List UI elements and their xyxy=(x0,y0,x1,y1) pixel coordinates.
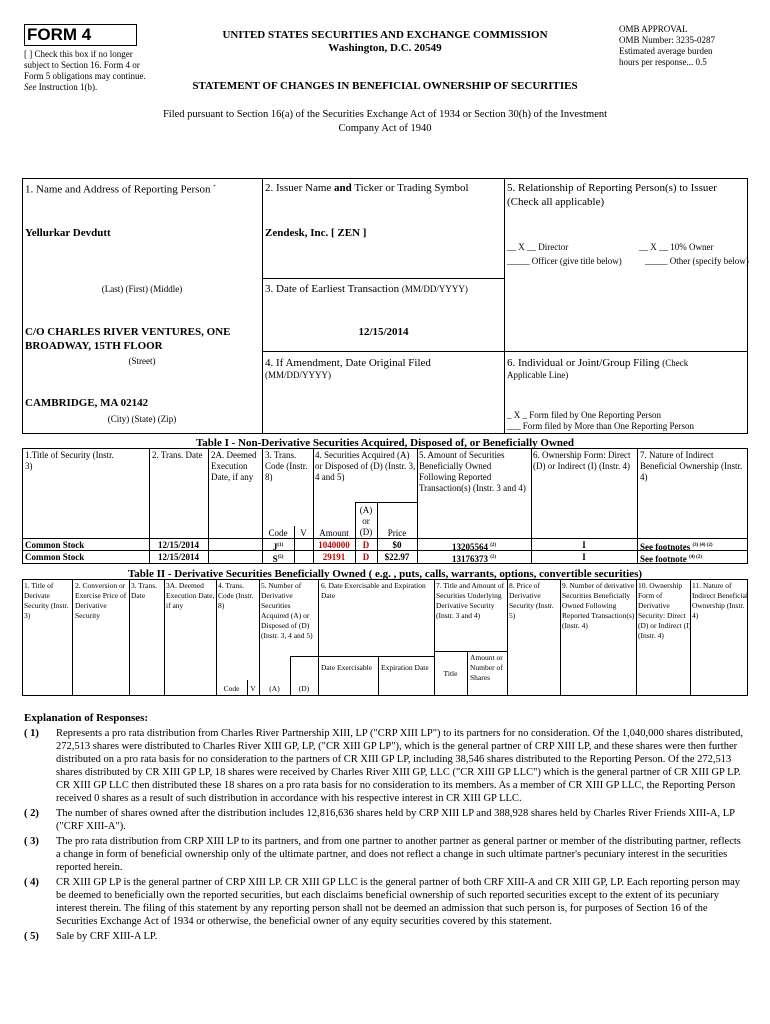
table1-title: Table I - Non-Derivative Securities Acquired, Disposed of, or Beneficially Owned xyxy=(195,437,575,449)
t1-col-amount-owned: 5. Amount of Securities Beneficially Owned Following Reported Transaction(s) (Instr. 3 and 4) xyxy=(419,450,526,493)
row-price: $22.97 xyxy=(384,552,410,562)
row-title: Common Stock xyxy=(25,540,85,550)
row-title: Common Stock xyxy=(25,552,85,562)
footnote-item: ( 2) The number of shares owned after the distribution includes 12,816,636 shares held by CRP XIII LP and 388,928 shares held by Charles River Friends XIII-A, LP ("CRF XIII-A"). xyxy=(24,808,735,832)
statement-title: STATEMENT OF CHANGES IN BENEFICIAL OWNERSHIP OF SECURITIES xyxy=(192,80,578,92)
form-title-box xyxy=(24,24,137,46)
omb-hours: hours per response... 0.5 xyxy=(619,57,707,67)
other-checkbox[interactable]: _____ Other (specify below) xyxy=(645,256,749,266)
row-code: $J^{(1)}$ xyxy=(272,542,284,552)
t2-col-trans-date: 3. Trans. Date xyxy=(131,581,158,600)
box3-label: 3. Date of Earliest Transaction (MM/DD/YYYY) xyxy=(265,283,468,295)
t2-sub-code: Code xyxy=(223,684,240,693)
agency-name: UNITED STATES SECURITIES AND EXCHANGE COMMISSION xyxy=(222,29,548,41)
t1-sub-v: V xyxy=(300,528,307,538)
ten-percent-owner-checkbox[interactable]: __ X __ 10% Owner xyxy=(639,242,714,252)
reporting-city-state-zip: CAMBRIDGE, MA 02142 xyxy=(25,397,149,409)
row-form: I xyxy=(582,552,586,562)
footnote-item: ( 1) Represents a pro rata distribution from Charles River Partnership XIII, LP ("CRP XIII LP") to its partners for no consideration. Of the 1,040,000 shares distributed, 272,513 shares were distributed to Charles River XIII GP, LP, ("CR XIII GP LP"), which is the general partner of CRP XIII LP, and these shares were then further distributed on a pro rata basis for no consideration to the partners of CR XIII GP LP, including 38,546 shares distributed to the Reporting Person. Of the 272,513 shares distributed by CR XIII GP LP, 18 shares were received by Charles River XIII GP, LLC ("CR XIII GP LLC") which is the general partner of CR XIII GP LP. CR XIII GP LLC then distributed these 18 shares on a pro rata basis for no consideration to its members. As a member of CR XIII GP LLC, the Reporting Person received 0 shares as a result of such distribution in accordance with his respective interest in CR XIII GP LLC. xyxy=(24,728,743,804)
t2-col-nature: 11. Nature of Indirect Beneficial Ownership (Instr. 4) xyxy=(692,581,749,620)
row-form: I xyxy=(582,540,586,550)
director-checkbox[interactable]: __ X __ Director xyxy=(507,242,569,252)
reporting-street: C/O CHARLES RIVER VENTURES, ONE BROADWAY, 15TH FLOOR xyxy=(25,326,231,352)
t1-col-nature: 7. Nature of Indirect Beneficial Ownership (Instr. 4) xyxy=(640,450,743,482)
t2-col-price: 8. Price of Derivative Security (Instr. 5) xyxy=(509,581,554,620)
reporting-person-name: Yellurkar Devdutt xyxy=(25,227,111,239)
t2-col-deemed: 3A. Deemed Execution Date, if any xyxy=(166,581,215,610)
box5-label: 5. Relationship of Reporting Person(s) to Issuer (Check all applicable) xyxy=(507,182,717,208)
t1-col-code: 3. Trans. Code (Instr. 8) xyxy=(265,450,308,482)
t2-col-title: 1. Title of Derivate Security (Instr. 3) xyxy=(24,581,69,620)
footnote-item: ( 5) Sale by CRF XIII-A LP. xyxy=(24,931,158,942)
agency-city: Washington, D.C. 20549 xyxy=(328,42,442,54)
row-nature: See footnotes $^{(3) (4) (2)}$ xyxy=(640,542,713,552)
explanation-of-responses xyxy=(24,712,746,945)
t2-col-ownership-form: 10. Ownership Form of Derivative Security: Direct (D) or Indirect (I) (Instr. 4) xyxy=(638,581,692,640)
issuer-name: Zendesk, Inc. [ ZEN ] xyxy=(265,227,367,239)
t2-col-exercisable: 6. Date Exercisable and Expiration Date xyxy=(321,581,426,600)
box1-label: 1. Name and Address of Reporting Person * xyxy=(25,183,216,196)
t2-sub-amount: Amount or Number of Shares xyxy=(470,653,503,682)
row-aord: D xyxy=(362,552,370,562)
filed-pursuant: Filed pursuant to Section 16(a) of the Securities Exchange Act of 1934 or Section 30(h) of the Investment Company Act of 1940 xyxy=(162,109,608,134)
form-title: FORM 4 xyxy=(27,25,92,44)
no-longer-subject-checkbox[interactable]: [ ] Check this box if no longer subject to Section 16. Form 4 or Form 5 obligations may continue. See Instruction 1(b). xyxy=(24,49,146,92)
row-code: $S^{(5)}$ xyxy=(272,554,284,564)
t1-sub-amount: Amount xyxy=(319,528,349,538)
one-reporting-person-option[interactable]: _ X _ Form filed by One Reporting Person xyxy=(507,410,661,420)
footnote-item: ( 3) The pro rata distribution from CRP XIII LP to its partners, and from one partner to another partner as general partner or member of the distributing partner, reflects a change in form of beneficial ownership only of the ultimate partner, and does not reflect a change in such ultimate partner's pecuniary interest in the securities reported herein. xyxy=(24,836,741,873)
explanation-title: Explanation of Responses: xyxy=(24,712,149,724)
omb-approval xyxy=(619,24,749,68)
t1-sub-price: Price xyxy=(387,528,407,538)
box6-label: 6. Individual or Joint/Group Filing (Check xyxy=(507,357,689,369)
omb-number: OMB Number: 3235-0287 xyxy=(619,35,715,45)
box6-applicable: Applicable Line) xyxy=(507,370,569,380)
row-amount: 1040000 xyxy=(318,540,350,550)
csz-label: (City) (State) (Zip) xyxy=(107,414,177,424)
t1-sub-code: Code xyxy=(268,528,288,538)
box2-label: 2. Issuer Name and Ticker or Trading Symbol xyxy=(265,182,469,194)
row-nature: See footnote $^{(4) (2)}$ xyxy=(640,554,702,564)
row-date: 12/15/2014 xyxy=(157,552,199,562)
t2-sub-a: (A) xyxy=(269,684,280,693)
t2-sub-expiration: Expiration Date xyxy=(381,663,429,672)
row-price: $0 xyxy=(392,540,402,550)
t1-sub-aord: (A) or (D) xyxy=(359,505,373,537)
t1-col-deemed: 2A. Deemed Execution Date, if any xyxy=(211,450,257,482)
box4-label: 4. If Amendment, Date Original Filed xyxy=(265,357,431,369)
t2-col-owned: 9. Number of derivative Securities Beneficially Owned Following Reported Transaction(s) (Instr. 4) xyxy=(562,581,635,630)
omb-burden: Estimated average burden xyxy=(619,46,713,56)
t2-sub-title: Title xyxy=(443,669,458,678)
row-amount: 29191 xyxy=(322,552,346,562)
officer-checkbox[interactable]: _____ Officer (give title below) xyxy=(507,256,622,266)
earliest-transaction-date: 12/15/2014 xyxy=(358,326,409,338)
t1-col-securities: 4. Securities Acquired (A) or Disposed of (D) (Instr. 3, 4 and 5) xyxy=(315,450,416,482)
row-owned: 13205564 $^{(2)}$ xyxy=(451,542,497,552)
table2-title: Table II - Derivative Securities Beneficially Owned ( e.g. , puts, calls, warrants, options, convertible securities) xyxy=(127,568,643,580)
omb-approval-title: OMB APPROVAL xyxy=(619,24,688,34)
row-date: 12/15/2014 xyxy=(157,540,199,550)
t2-col-number: 5. Number of Derivative Securities Acquired (A) or Disposed of (D) (Instr. 3, 4 and 5) xyxy=(261,581,313,640)
multiple-reporting-persons-option[interactable]: ___ Form filed by More than One Reporting Person xyxy=(507,421,694,431)
box4-format: (MM/DD/YYYY) xyxy=(265,370,331,380)
row-owned: 13176373 $^{(2)}$ xyxy=(451,554,497,564)
t2-sub-date-exercisable: Date Exercisable xyxy=(321,663,373,672)
t1-col-title: 1.Title of Security (Instr. 3) xyxy=(25,450,114,471)
t2-col-code: 4. Trans. Code (Instr. 8) xyxy=(218,581,254,610)
t1-col-trans-date: 2. Trans. Date xyxy=(152,450,203,460)
t2-col-conversion: 2. Conversion or Exercise Price of Derivative Security xyxy=(75,581,127,620)
t2-sub-v: V xyxy=(250,684,256,693)
t2-col-underlying: 7. Title and Amount of Securities Underlying Derivative Security (Instr. 3 and 4) xyxy=(436,581,505,620)
t1-col-ownership-form: 6. Ownership Form: Direct (D) or Indirect (I) (Instr. 4) xyxy=(533,450,631,471)
footnote-item: ( 4) CR XIII GP LP is the general partner of CRP XIII LP. CR XIII GP LLC is the general partner of both CRF XIII-A and CR XIII GP, LP. Each reporting person may be deemed to beneficially own the reported securities, but each disclaims beneficial ownership of such reported securities except to the extent of its pecuniary interest therein. The filing of this statement by any reporting person shall not be deemed an admission that such person is, for purposes of Section 16 of the Securities Exchange Act of 1934 or otherwise, the beneficial owner of any equity securities covered by this statement. xyxy=(24,877,741,927)
name-parts-label: (Last) (First) (Middle) xyxy=(101,284,183,294)
t2-sub-d: (D) xyxy=(298,684,310,693)
street-label: (Street) xyxy=(128,356,156,366)
row-aord: D xyxy=(362,540,370,550)
